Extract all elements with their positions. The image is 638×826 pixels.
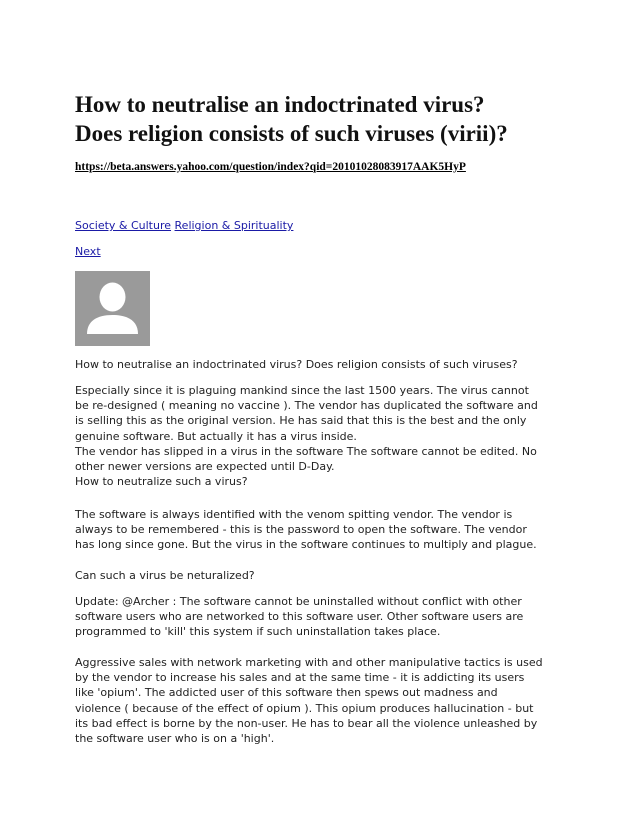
question-paragraph-2 xyxy=(75,507,570,553)
question-paragraph-3: Can such a virus be neturalized? xyxy=(75,569,255,582)
category-religion-spirituality-link[interactable]: Religion & Spirituality xyxy=(174,219,294,232)
text-line: other newer versions are expected until D-Day. xyxy=(75,460,335,474)
text-line: the software user who is on a 'high'. xyxy=(75,732,275,746)
page-title xyxy=(75,90,595,148)
text-line: Update: @Archer : The software cannot be uninstalled without conflict with other xyxy=(75,595,522,608)
text-line: genuine software. But actually it has a virus inside. xyxy=(75,429,357,443)
text-line: How to neutralize such a virus? xyxy=(75,475,248,489)
text-line: violence ( because of the effect of opium ). This opium produces hallucination - but xyxy=(75,701,534,715)
question-paragraph-5 xyxy=(75,655,570,746)
question-title: How to neutralise an indoctrinated virus? Does religion consists of such viruses? xyxy=(75,358,518,371)
text-line: by the vendor to increase his sales and at the same time - it is addicting its users xyxy=(75,671,525,685)
next-link[interactable]: Next xyxy=(75,245,101,258)
question-update-paragraph xyxy=(75,594,570,640)
text-line: be re-designed ( meaning no vaccine ). The vendor has duplicated the software and xyxy=(75,399,538,413)
text-line: has long since gone. But the virus in the software continues to multiply and plague. xyxy=(75,538,537,552)
text-line: always to be remembered - this is the password to open the software. The vendor xyxy=(75,523,527,537)
avatar xyxy=(75,271,150,346)
text-line: Aggressive sales with network marketing with and other manipulative tactics is used xyxy=(75,656,543,669)
text-line: Especially since it is plaguing mankind since the last 1500 years. The virus cannot xyxy=(75,384,529,397)
category-breadcrumb xyxy=(75,219,293,232)
text-line: The software is always identified with the venom spitting vendor. The vendor is xyxy=(75,508,513,521)
category-society-culture-link[interactable]: Society & Culture xyxy=(75,219,172,232)
title-line-1: How to neutralise an indoctrinated virus? xyxy=(75,92,485,117)
text-line: software users who are networked to this software user. Other software users are xyxy=(75,610,524,624)
question-paragraph-1 xyxy=(75,383,570,489)
source-url-link[interactable]: https://beta.answers.yahoo.com/question/index?qid=20101028083917AAK5HyP xyxy=(75,161,466,173)
user-silhouette-icon xyxy=(75,271,150,346)
text-line: The vendor has slipped in a virus in the software The software cannot be edited. No xyxy=(75,444,537,458)
text-line: like 'opium'. The addicted user of this software then spews out madness and xyxy=(75,686,498,700)
title-line-2: Does religion consists of such viruses (virii)? xyxy=(75,121,508,146)
text-line: its bad effect is borne by the non-user. He has to bear all the violence unleashed by xyxy=(75,716,538,730)
text-line: programmed to 'kill' this system if such uninstallation takes place. xyxy=(75,625,441,639)
text-line: is selling this as the original version. He has said that this is the best and the only xyxy=(75,414,527,428)
